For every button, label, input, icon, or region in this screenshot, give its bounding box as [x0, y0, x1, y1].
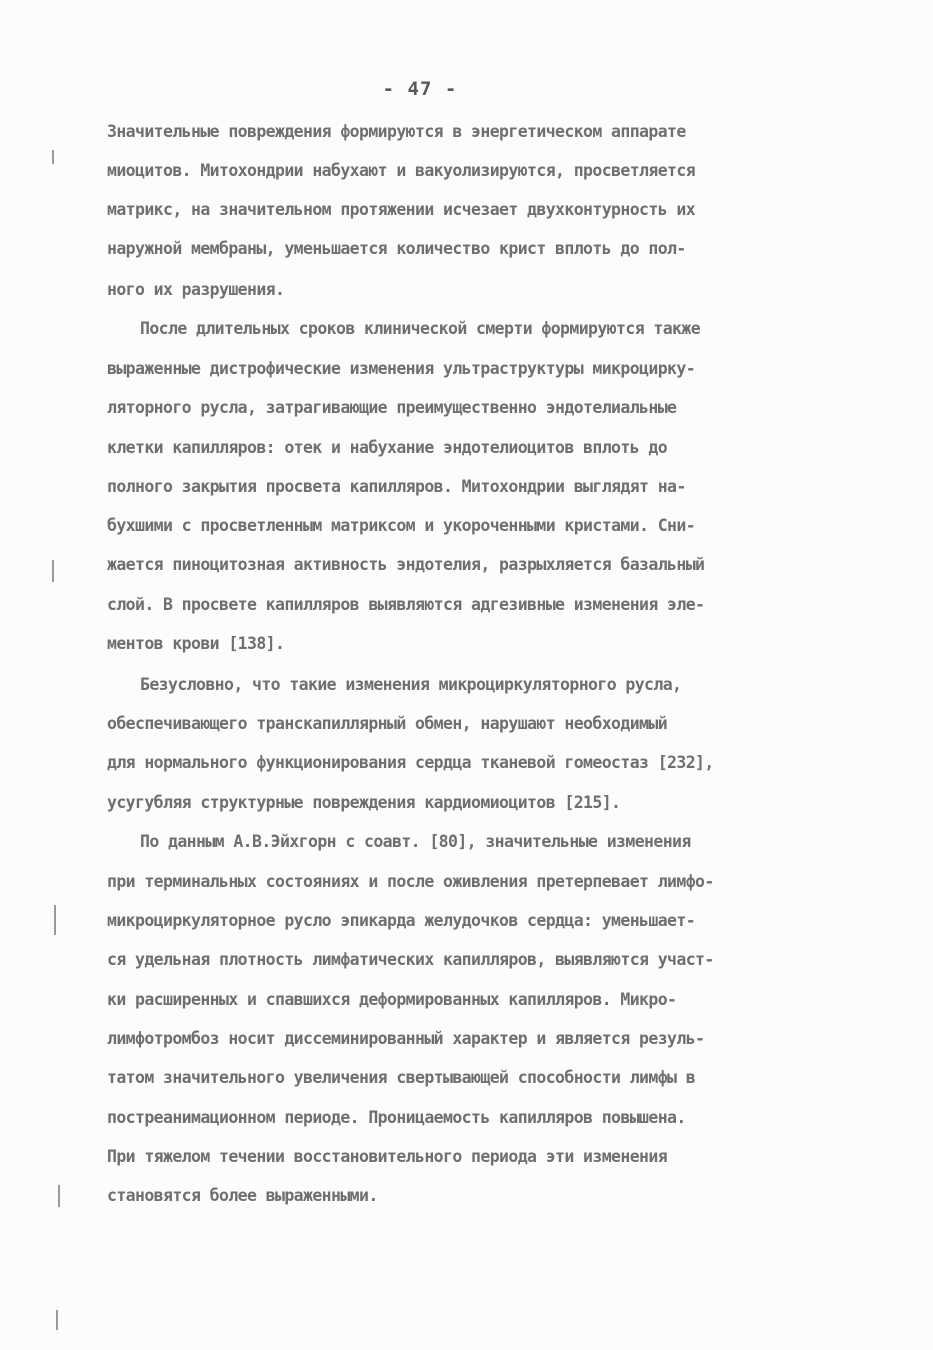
text-line: лимфотромбоз носит диссеминированный характер и является резуль-: [107, 1029, 705, 1048]
margin-mark: [56, 1310, 58, 1330]
text-line: После длительных сроков клинической смерти формируются также: [140, 319, 701, 338]
text-line: полного закрытия просвета капилляров. Митохондрии выглядят на-: [107, 477, 686, 496]
text-line: миоцитов. Митохондрии набухают и вакуолизируются, просветляется: [107, 161, 696, 180]
text-line: клетки капилляров: отек и набухание эндотелиоцитов вплоть до: [107, 438, 668, 457]
text-line: ментов крови [138].: [107, 634, 285, 653]
text-line: Безусловно, что такие изменения микроциркуляторного русла,: [140, 675, 682, 694]
text-line: При тяжелом течении восстановительного периода эти изменения: [107, 1147, 668, 1166]
text-line: выраженные дистрофические изменения ультраструктуры микроцирку-: [107, 359, 696, 378]
text-line: для нормального функционирования сердца тканевой гомеостаз [232],: [107, 753, 714, 772]
text-line: По данным А.В.Эйхгорн с соавт. [80], значительные изменения: [140, 832, 691, 851]
text-line: слой. В просвете капилляров выявляются адгезивные изменения эле-: [107, 595, 705, 614]
text-line: наружной мембраны, уменьшается количество крист вплоть до пол-: [107, 239, 686, 258]
text-line: ки расширенных и спавшихся деформированных капилляров. Микро-: [107, 990, 677, 1009]
text-line: ся удельная плотность лимфатических капилляров, выявляются участ-: [107, 950, 714, 969]
text-line: матрикс, на значительном протяжении исчезает двухконтурность их: [107, 200, 696, 219]
text-line: при терминальных состояниях и после оживления претерпевает лимфо-: [107, 872, 714, 891]
page-number: - 47 -: [382, 78, 458, 100]
text-line: Значительные повреждения формируются в энергетическом аппарате: [107, 122, 686, 141]
text-line: ного их разрушения.: [107, 280, 285, 299]
text-line: усугубляя структурные повреждения кардиомиоцитов [215].: [107, 793, 621, 812]
text-line: обеспечивающего транскапиллярный обмен, нарушают необходимый: [107, 714, 668, 733]
text-line: жается пиноцитозная активность эндотелия, разрыхляется базальный: [107, 555, 705, 574]
margin-mark: [52, 560, 54, 582]
text-line: микроциркуляторное русло эпикарда желудочков сердца: уменьшает-: [107, 911, 696, 930]
text-line: становятся более выраженными.: [107, 1186, 378, 1205]
text-line: ляторного русла, затрагивающие преимущественно эндотелиальные: [107, 398, 677, 417]
margin-mark: [54, 905, 56, 935]
text-line: постреанимационном периоде. Проницаемость капилляров повышена.: [107, 1108, 686, 1127]
margin-mark: [58, 1185, 60, 1207]
text-line: бухшими с просветленным матриксом и укороченными кристами. Сни-: [107, 516, 696, 535]
text-line: татом значительного увеличения свертывающей способности лимфы в: [107, 1068, 696, 1087]
margin-mark: [52, 150, 54, 164]
